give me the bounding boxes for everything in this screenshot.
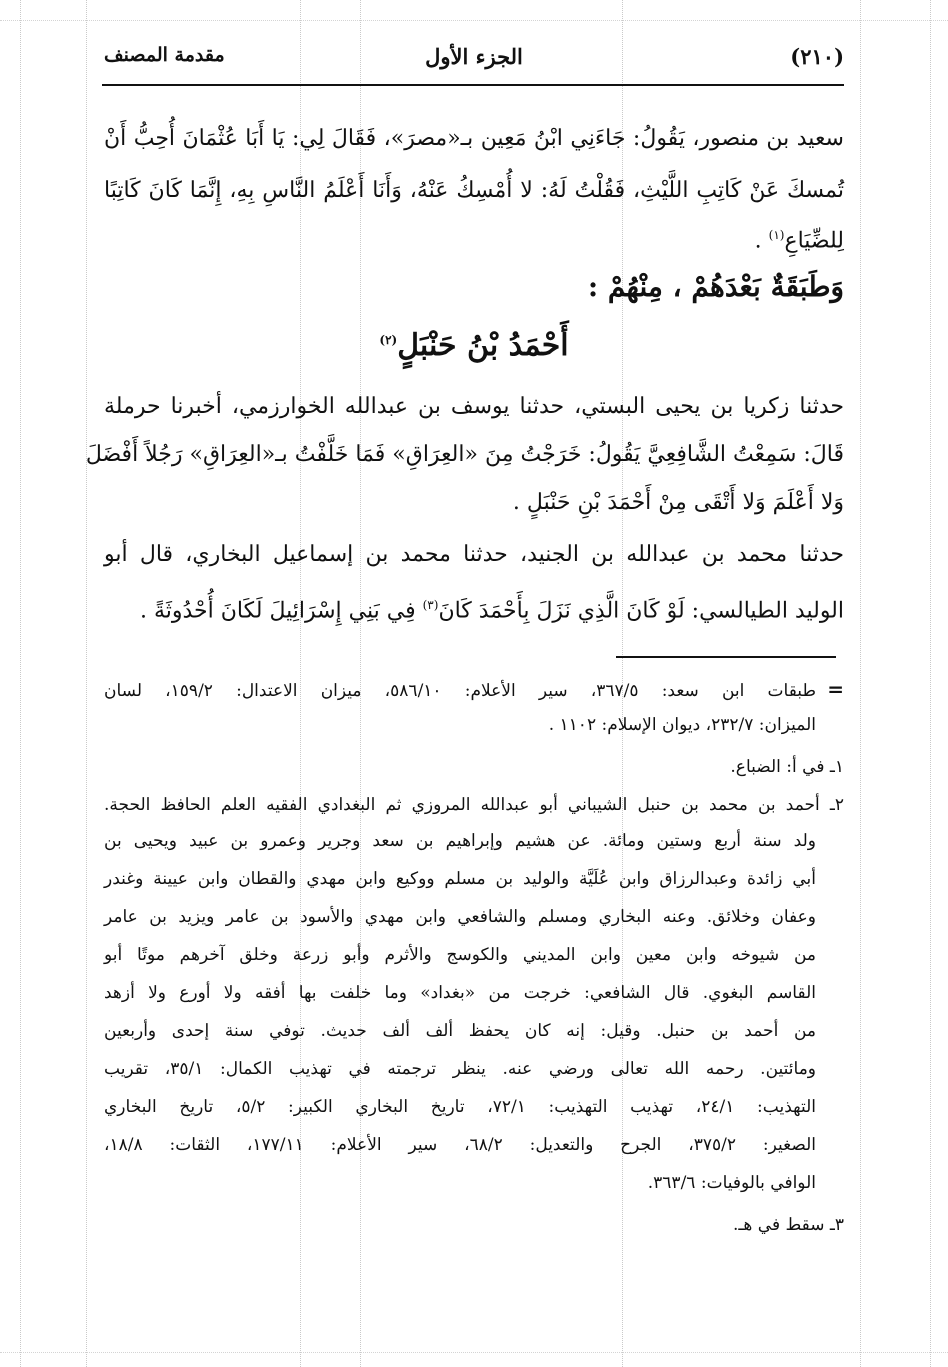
- footnote-line: وعفان وخلائق. وعنه البخاري ومسلم والشافعي وابن مهدي والأسود بن عامر ويزيد بن عامر: [104, 907, 816, 927]
- footnote-line: من شيوخه وابن معين وابن المديني والكوسج والأثرم وأبو زرعة وخلق آخرهم موتًا أبو: [104, 945, 816, 965]
- footnote-line: من أحمد بن حنبل. وقيل: إنه كان يحفظ ألف ألف حديث. توفي سنة إحدى وأربعين: [104, 1021, 816, 1041]
- footnote-ref: (١): [768, 228, 785, 242]
- entry-heading: أَحْمَدُ بْنُ حَنْبَلٍ$^{(٢)}$: [379, 328, 569, 363]
- body-line: الوليد الطيالسي: لَوْ كَانَ الَّذِي نَزَلَ بِأَحْمَدَ كَانَ$^{(٣)}$ فِي بَنِي إِسْرَائِيلَ لَكَانَ أُحْدُوثَةً .: [139, 598, 844, 624]
- footnote-line: أبي زائدة وعبدالرزاق وابن عُلَيَّة والوليد بن مسلم ووكيع وابن مهدي والقطان وابن عيينة وغندر: [104, 869, 816, 889]
- body-line: حدثنا زكريا بن يحيى البستي، حدثنا يوسف بن عبدالله الخوارزمي، أخبرنا حرملة: [104, 394, 844, 419]
- footnote-line: ٢ـ أحمد بن محمد بن حنبل الشيباني أبو عبدالله المروزي ثم البغدادي الفقيه العلم الحافظ الحجة.: [104, 795, 844, 815]
- footnote-line: التهذيب: ٢٤/١، تهذيب التهذيب: ٧٢/١، تاريخ البخاري الكبير: ٥/٢، تاريخ البخاري: [104, 1097, 816, 1117]
- body-line: سعيد بن منصور، يَقُولُ: جَاءَنِي ابْنُ مَعِين بـ«مصرَ»، فَقَالَ لِي: يَا أَبَا عُثْمَانَ أُحِبُّ أَنْ: [104, 126, 844, 151]
- volume-title: الجزء الأول: [425, 44, 523, 69]
- body-line: حدثنا محمد بن عبدالله بن الجنيد، حدثنا محمد بن إسماعيل البخاري، قال أبو: [104, 542, 844, 567]
- footnote-continuation-marker: =: [827, 677, 844, 701]
- body-line: وَلا أَعْلَمَ وَلا أَتْقَى مِنْ أَحْمَدَ بْنِ حَنْبَلٍ .: [512, 490, 844, 515]
- footnote-line: ٣ـ سقط في هـ.: [733, 1215, 844, 1235]
- footnote-line: الصغير: ٣٧٥/٢، الجرح والتعديل: ٦٨/٢، سير الأعلام: ١٧٧/١١، الثقات: ١٨/٨،: [104, 1135, 816, 1155]
- header-rule: [102, 84, 844, 86]
- section-heading: وَطَبَقَةٌ بَعْدَهُمْ ، مِنْهُمْ :: [587, 270, 844, 303]
- body-line: قَالَ: سَمِعْتُ الشَّافِعِيَّ يَقُولُ: خَرَجْتُ مِنَ «العِرَاقِ» فَمَا خَلَّفْتُ بـ«العِرَاقِ» رَجُلاً أَفْضَلَ: [85, 442, 844, 467]
- page-number: (٢١٠): [790, 44, 844, 69]
- footnote-line: الميزان: ٢٣٢/٧، ديوان الإسلام: ١١٠٢ .: [548, 715, 816, 735]
- footnote-ref: (٢): [379, 333, 398, 347]
- footnote-line: الوافي بالوفيات: ٣٦٣/٦.: [647, 1173, 816, 1193]
- footnote-line: القاسم البغوي. قال الشافعي: خرجت من «بغداد» وما خلفت بها أفقه ولا أورع ولا أزهد: [104, 983, 816, 1003]
- footnote-line: ولد سنة أربع وستين ومائة. عن هشيم وإبراهيم بن سعد وجرير وعمرو بن عبيد ويحيى بن: [104, 831, 816, 851]
- body-line: تُمسكَ عَنْ كَاتِبِ اللَّيْثِ، فَقُلْتُ لَهُ: لا أُمْسِكُ عَنْهُ، وَأَنَا أَعْلَمُ النَّاسِ بِهِ، إِنَّمَا كَانَ كَاتِبًا: [104, 178, 844, 203]
- footnote-line: ١ـ في أ: الضباع.: [730, 757, 844, 777]
- footnote-ref: (٣): [422, 598, 439, 612]
- body-line: لِلضِّيَاعِ$^{(١)}$ .: [754, 228, 844, 254]
- section-title: مقدمة المصنف: [104, 44, 225, 66]
- footnote-line: طبقات ابن سعد: ٣٦٧/٥، سير الأعلام: ٥٨٦/١٠، ميزان الاعتدال: ١٥٩/٢، لسان: [104, 681, 816, 701]
- footnote-line: ومائتين. رحمه الله تعالى ورضي عنه. ينظر ترجمته في تهذيب الكمال: ٣٥/١، تقريب: [104, 1059, 817, 1079]
- footnote-rule: [616, 656, 836, 658]
